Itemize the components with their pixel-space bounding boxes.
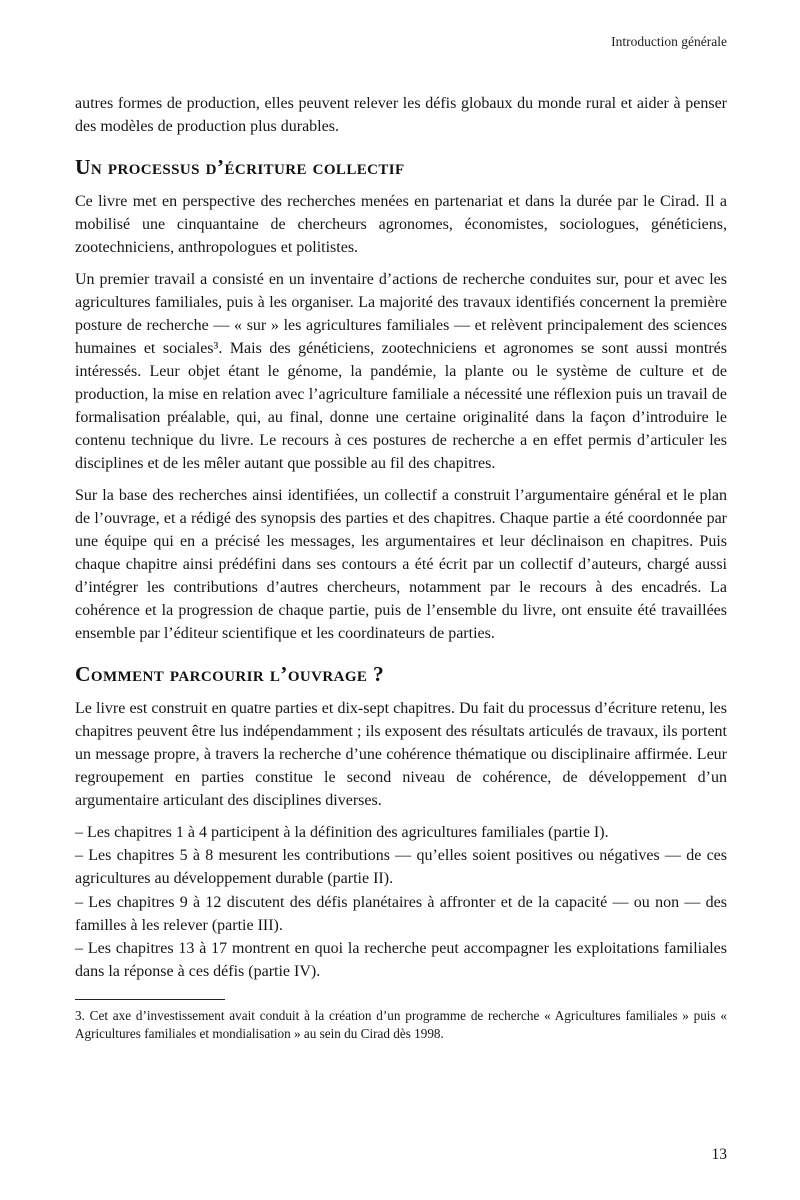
- section-heading-how-to-read: Comment parcourir l’ouvrage ?: [75, 662, 385, 687]
- footnote-3: 3. Cet axe d’investissement avait conduit à la création d’un programme de recherche « Agricultures familiales » puis « Agricultures familiales et mondialisation » au sein du Cirad dès 1998.: [75, 1007, 727, 1042]
- section-heading-writing-process: Un processus d’écriture collectif: [75, 155, 405, 180]
- section1-paragraph-1: Ce livre met en perspective des recherches menées en partenariat et dans la durée par le Cirad. Il a mobilisé une cinquantaine de chercheurs agronomes, économistes, sociologues, généticiens, zootechniciens, anthropologues et politistes.: [75, 192, 727, 256]
- footnote-separator: [75, 999, 225, 1000]
- list-item-part3: – Les chapitres 9 à 12 discutent des défis planétaires à affronter et de la capacité — ou non — des familles à les relever (partie III).: [75, 893, 727, 934]
- list-item-part1: – Les chapitres 1 à 4 participent à la définition des agricultures familiales (partie I).: [75, 824, 609, 842]
- list-item-part4: – Les chapitres 13 à 17 montrent en quoi la recherche peut accompagner les exploitations familiales dans la réponse à ces défis (partie IV).: [75, 939, 727, 980]
- chapters-list: [75, 821, 727, 982]
- page-number: 13: [711, 1146, 727, 1163]
- list-item-part2: – Les chapitres 5 à 8 mesurent les contributions — qu’elles soient positives ou négatives — de ces agricultures au développement durable (partie II).: [75, 847, 727, 888]
- footnote-block: [75, 999, 727, 1044]
- section1-paragraph-3: Sur la base des recherches ainsi identifiées, un collectif a construit l’argumentaire général et le plan de l’ouvrage, et a rédigé des synopsis des parties et des chapitres. Chaque partie a été coordonnée par une équipe qui en a précisé les messages, les argumentaires et leur déclinaison en chapitres. Puis chaque chapitre ainsi prédéfini dans ses contours a été écrit par un collectif d’auteurs, chargé aussi d’intégrer les contributions d’autres chercheurs, notamment par le recours à des encadrés. La cohérence et la progression de chaque partie, puis de l’ensemble du livre, ont ensuite été travaillées ensemble par l’éditeur scientifique et les coordinateurs de parties.: [75, 487, 727, 643]
- paragraph-intro-continuation: autres formes de production, elles peuvent relever les défis globaux du monde rural et aider à penser des modèles de production plus durables.: [75, 95, 727, 136]
- section2-paragraph-1: Le livre est construit en quatre parties et dix-sept chapitres. Du fait du processus d’écriture retenu, les chapitres peuvent être lus indépendamment ; ils exposent des résultats articulés de travaux, ils portent un message propre, à travers la recherche d’une cohérence thématique ou disciplinaire affirmée. Leur regroupement en parties constitue le second niveau de cohérence, de développement d’un argumentaire articulant des disciplines diverses.: [75, 700, 727, 810]
- running-header: Introduction générale: [611, 34, 727, 49]
- section1-paragraph-2: Un premier travail a consisté en un inventaire d’actions de recherche conduites sur, pour et avec les agricultures familiales, puis à les organiser. La majorité des travaux identifiés concernent la première posture de recherche — « sur » les agricultures familiales — et relèvent principalement des sciences humaines et sociales³. Mais des généticiens, zootechniciens et agronomes se sont aussi montrés intéressés. Leur objet étant le génome, la pandémie, la plante ou le système de culture et de production, la mise en relation avec l’agriculture familiale a nécessité une réflexion puis un travail de formalisation préalable, qui, au final, donne une certaine originalité dans la façon d’introduire le contenu technique du livre. Le recours à ces postures de recherche a en effet permis d’articuler les disciplines et de les mêler autant que possible au fil des chapitres.: [75, 270, 727, 473]
